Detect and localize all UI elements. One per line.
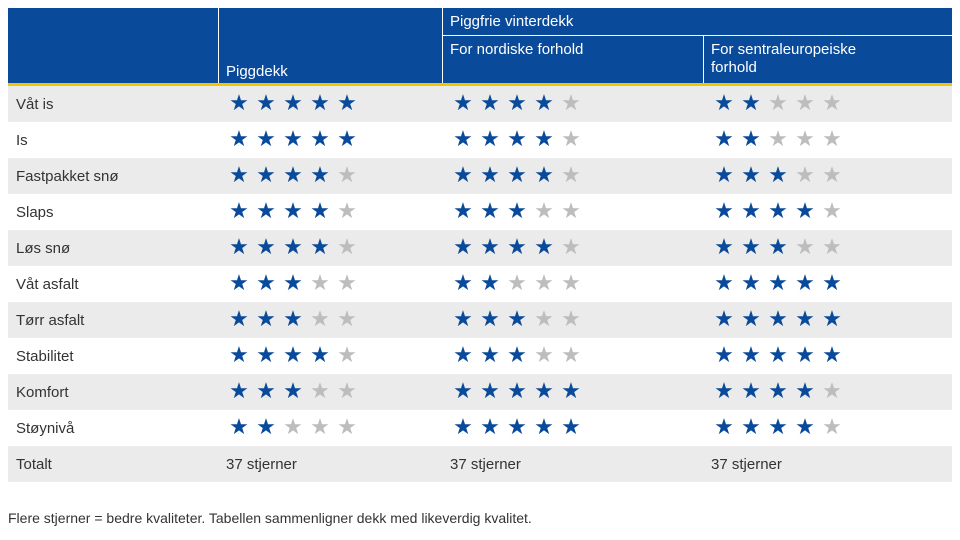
- star-filled-icon: ★: [822, 343, 842, 368]
- star-filled-icon: ★: [507, 199, 527, 224]
- star-filled-icon: ★: [480, 235, 500, 260]
- star-filled-icon: ★: [453, 415, 473, 440]
- star-filled-icon: ★: [453, 379, 473, 404]
- star-filled-icon: ★: [714, 127, 734, 152]
- row-label: Våt asfalt: [16, 275, 79, 293]
- star-filled-icon: ★: [714, 415, 734, 440]
- star-empty-icon: ★: [337, 379, 357, 404]
- rating-central-european: [711, 194, 845, 230]
- star-filled-icon: ★: [229, 235, 249, 260]
- table-row: [8, 194, 952, 230]
- star-filled-icon: ★: [480, 199, 500, 224]
- rating-central-european: [711, 86, 845, 122]
- star-filled-icon: ★: [507, 343, 527, 368]
- rating-nordic: [450, 194, 584, 230]
- footnote: Flere stjerner = bedre kvaliteter. Tabellen sammenligner dekk med likeverdig kvalitet.: [8, 510, 532, 526]
- star-filled-icon: ★: [741, 199, 761, 224]
- star-filled-icon: ★: [480, 91, 500, 116]
- star-filled-icon: ★: [480, 127, 500, 152]
- star-filled-icon: ★: [310, 127, 330, 152]
- star-empty-icon: ★: [822, 379, 842, 404]
- table-row: [8, 158, 952, 194]
- star-filled-icon: ★: [768, 415, 788, 440]
- star-empty-icon: ★: [822, 415, 842, 440]
- star-filled-icon: ★: [534, 235, 554, 260]
- star-empty-icon: ★: [822, 91, 842, 116]
- star-rating: [711, 417, 845, 439]
- star-filled-icon: ★: [283, 235, 303, 260]
- star-filled-icon: ★: [256, 91, 276, 116]
- star-empty-icon: ★: [795, 91, 815, 116]
- star-empty-icon: ★: [337, 163, 357, 188]
- star-filled-icon: ★: [283, 91, 303, 116]
- rating-piggdekk: [226, 122, 360, 158]
- star-empty-icon: ★: [337, 343, 357, 368]
- star-empty-icon: ★: [822, 199, 842, 224]
- row-label: Stabilitet: [16, 347, 74, 365]
- rating-nordic: [450, 374, 584, 410]
- star-filled-icon: ★: [795, 343, 815, 368]
- star-filled-icon: ★: [768, 199, 788, 224]
- star-filled-icon: ★: [453, 307, 473, 332]
- star-filled-icon: ★: [534, 163, 554, 188]
- star-empty-icon: ★: [337, 271, 357, 296]
- table-row: [8, 86, 952, 122]
- star-filled-icon: ★: [768, 235, 788, 260]
- rating-nordic: [450, 302, 584, 338]
- total-piggdekk: 37 stjerner: [226, 455, 297, 473]
- star-filled-icon: ★: [741, 91, 761, 116]
- column-header-line: forhold: [711, 59, 757, 76]
- star-rating: [226, 237, 360, 259]
- star-filled-icon: ★: [741, 307, 761, 332]
- rating-central-european: [711, 410, 845, 446]
- star-filled-icon: ★: [310, 163, 330, 188]
- star-filled-icon: ★: [795, 379, 815, 404]
- star-filled-icon: ★: [795, 307, 815, 332]
- row-label: Tørr asfalt: [16, 311, 85, 329]
- star-rating: [226, 345, 360, 367]
- rating-piggdekk: [226, 230, 360, 266]
- star-filled-icon: ★: [256, 163, 276, 188]
- star-filled-icon: ★: [229, 307, 249, 332]
- star-filled-icon: ★: [256, 379, 276, 404]
- table-row: [8, 338, 952, 374]
- header-divider: [442, 8, 443, 83]
- total-row: [8, 446, 952, 482]
- star-empty-icon: ★: [534, 343, 554, 368]
- star-empty-icon: ★: [534, 271, 554, 296]
- comparison-table: [8, 8, 952, 482]
- star-rating: [450, 309, 584, 331]
- star-filled-icon: ★: [310, 199, 330, 224]
- star-rating: [711, 129, 845, 151]
- star-filled-icon: ★: [480, 163, 500, 188]
- rating-nordic: [450, 338, 584, 374]
- star-filled-icon: ★: [714, 199, 734, 224]
- star-rating: [450, 129, 584, 151]
- column-header-line: For sentraleuropeiske: [711, 41, 857, 58]
- star-filled-icon: ★: [283, 307, 303, 332]
- star-filled-icon: ★: [768, 163, 788, 188]
- row-label: Slaps: [16, 203, 54, 221]
- rating-piggdekk: [226, 374, 360, 410]
- star-filled-icon: ★: [714, 307, 734, 332]
- table-row: [8, 374, 952, 410]
- star-filled-icon: ★: [229, 379, 249, 404]
- rating-piggdekk: [226, 86, 360, 122]
- star-rating: [450, 417, 584, 439]
- star-filled-icon: ★: [507, 235, 527, 260]
- rating-central-european: [711, 338, 845, 374]
- table-row: [8, 302, 952, 338]
- star-filled-icon: ★: [741, 127, 761, 152]
- star-filled-icon: ★: [795, 415, 815, 440]
- star-filled-icon: ★: [741, 343, 761, 368]
- star-filled-icon: ★: [480, 343, 500, 368]
- star-filled-icon: ★: [714, 235, 734, 260]
- table-row: [8, 230, 952, 266]
- star-filled-icon: ★: [229, 343, 249, 368]
- star-filled-icon: ★: [337, 91, 357, 116]
- rating-central-european: [711, 122, 845, 158]
- star-filled-icon: ★: [741, 379, 761, 404]
- rating-piggdekk: [226, 158, 360, 194]
- row-label: Fastpakket snø: [16, 167, 119, 185]
- table-row: [8, 122, 952, 158]
- rating-nordic: [450, 122, 584, 158]
- rating-central-european: [711, 158, 845, 194]
- star-rating: [450, 237, 584, 259]
- star-filled-icon: ★: [534, 127, 554, 152]
- star-filled-icon: ★: [507, 127, 527, 152]
- star-filled-icon: ★: [283, 127, 303, 152]
- star-rating: [711, 237, 845, 259]
- star-filled-icon: ★: [229, 91, 249, 116]
- star-filled-icon: ★: [283, 199, 303, 224]
- star-filled-icon: ★: [453, 235, 473, 260]
- row-label: Våt is: [16, 95, 54, 113]
- star-filled-icon: ★: [768, 343, 788, 368]
- rating-piggdekk: [226, 194, 360, 230]
- table-header: [8, 8, 952, 86]
- star-filled-icon: ★: [310, 91, 330, 116]
- star-rating: [450, 165, 584, 187]
- star-rating: [226, 129, 360, 151]
- star-filled-icon: ★: [507, 163, 527, 188]
- star-empty-icon: ★: [795, 235, 815, 260]
- header-divider: [218, 8, 219, 83]
- star-filled-icon: ★: [256, 415, 276, 440]
- star-filled-icon: ★: [337, 127, 357, 152]
- star-filled-icon: ★: [256, 199, 276, 224]
- star-empty-icon: ★: [561, 199, 581, 224]
- star-empty-icon: ★: [337, 415, 357, 440]
- star-filled-icon: ★: [480, 379, 500, 404]
- star-filled-icon: ★: [283, 379, 303, 404]
- rating-nordic: [450, 410, 584, 446]
- header-subdivider: [442, 35, 952, 36]
- rating-central-european: [711, 266, 845, 302]
- star-filled-icon: ★: [714, 91, 734, 116]
- star-rating: [226, 201, 360, 223]
- star-filled-icon: ★: [507, 307, 527, 332]
- rating-nordic: [450, 230, 584, 266]
- star-filled-icon: ★: [741, 271, 761, 296]
- star-rating: [711, 273, 845, 295]
- star-empty-icon: ★: [822, 163, 842, 188]
- star-empty-icon: ★: [310, 379, 330, 404]
- star-rating: [450, 273, 584, 295]
- star-empty-icon: ★: [337, 199, 357, 224]
- star-empty-icon: ★: [795, 163, 815, 188]
- star-empty-icon: ★: [534, 199, 554, 224]
- star-filled-icon: ★: [507, 415, 527, 440]
- star-filled-icon: ★: [256, 235, 276, 260]
- star-empty-icon: ★: [561, 271, 581, 296]
- star-filled-icon: ★: [453, 91, 473, 116]
- star-filled-icon: ★: [310, 235, 330, 260]
- star-empty-icon: ★: [561, 343, 581, 368]
- star-rating: [450, 93, 584, 115]
- rating-piggdekk: [226, 302, 360, 338]
- star-rating: [226, 273, 360, 295]
- star-filled-icon: ★: [453, 127, 473, 152]
- table-row: [8, 410, 952, 446]
- star-rating: [226, 417, 360, 439]
- rating-central-european: [711, 230, 845, 266]
- star-filled-icon: ★: [822, 271, 842, 296]
- star-filled-icon: ★: [256, 271, 276, 296]
- star-filled-icon: ★: [229, 163, 249, 188]
- rating-nordic: [450, 86, 584, 122]
- star-filled-icon: ★: [229, 415, 249, 440]
- row-label: Komfort: [16, 383, 69, 401]
- star-filled-icon: ★: [480, 307, 500, 332]
- star-filled-icon: ★: [714, 379, 734, 404]
- star-rating: [226, 309, 360, 331]
- star-filled-icon: ★: [283, 163, 303, 188]
- star-filled-icon: ★: [507, 379, 527, 404]
- star-rating: [711, 93, 845, 115]
- star-rating: [711, 201, 845, 223]
- star-rating: [226, 93, 360, 115]
- star-filled-icon: ★: [768, 271, 788, 296]
- star-filled-icon: ★: [768, 379, 788, 404]
- star-filled-icon: ★: [561, 379, 581, 404]
- star-filled-icon: ★: [768, 307, 788, 332]
- star-filled-icon: ★: [480, 271, 500, 296]
- star-rating: [711, 381, 845, 403]
- star-empty-icon: ★: [310, 307, 330, 332]
- star-filled-icon: ★: [507, 91, 527, 116]
- star-filled-icon: ★: [480, 415, 500, 440]
- star-filled-icon: ★: [453, 271, 473, 296]
- row-label: Støynivå: [16, 419, 75, 437]
- star-rating: [711, 345, 845, 367]
- star-filled-icon: ★: [714, 343, 734, 368]
- rating-piggdekk: [226, 410, 360, 446]
- header-divider: [703, 36, 704, 83]
- star-empty-icon: ★: [561, 127, 581, 152]
- star-empty-icon: ★: [561, 307, 581, 332]
- star-filled-icon: ★: [534, 379, 554, 404]
- star-empty-icon: ★: [561, 235, 581, 260]
- star-filled-icon: ★: [229, 199, 249, 224]
- star-filled-icon: ★: [714, 163, 734, 188]
- star-filled-icon: ★: [310, 343, 330, 368]
- star-filled-icon: ★: [795, 199, 815, 224]
- total-nordic: 37 stjerner: [450, 455, 521, 473]
- star-filled-icon: ★: [283, 343, 303, 368]
- column-header-nordic: For nordiske forhold: [450, 41, 584, 58]
- table-row: [8, 266, 952, 302]
- column-header-central-european: [711, 41, 856, 77]
- star-filled-icon: ★: [714, 271, 734, 296]
- group-header-piggfrie: Piggfrie vinterdekk: [450, 13, 574, 30]
- row-label: Is: [16, 131, 28, 149]
- star-rating: [711, 165, 845, 187]
- star-filled-icon: ★: [561, 415, 581, 440]
- rating-central-european: [711, 302, 845, 338]
- star-filled-icon: ★: [229, 271, 249, 296]
- star-rating: [226, 165, 360, 187]
- star-empty-icon: ★: [795, 127, 815, 152]
- star-filled-icon: ★: [453, 163, 473, 188]
- rating-piggdekk: [226, 338, 360, 374]
- star-empty-icon: ★: [337, 235, 357, 260]
- star-empty-icon: ★: [768, 91, 788, 116]
- star-empty-icon: ★: [561, 91, 581, 116]
- star-rating: [711, 309, 845, 331]
- star-rating: [450, 345, 584, 367]
- star-filled-icon: ★: [256, 343, 276, 368]
- rating-central-european: [711, 374, 845, 410]
- table-body: [8, 86, 952, 446]
- star-filled-icon: ★: [534, 415, 554, 440]
- row-label: Løs snø: [16, 239, 71, 257]
- star-rating: [226, 381, 360, 403]
- star-filled-icon: ★: [229, 127, 249, 152]
- star-empty-icon: ★: [822, 235, 842, 260]
- star-empty-icon: ★: [768, 127, 788, 152]
- star-filled-icon: ★: [795, 271, 815, 296]
- star-empty-icon: ★: [561, 163, 581, 188]
- rating-piggdekk: [226, 266, 360, 302]
- star-filled-icon: ★: [741, 235, 761, 260]
- star-empty-icon: ★: [507, 271, 527, 296]
- star-filled-icon: ★: [741, 163, 761, 188]
- total-central-european: 37 stjerner: [711, 455, 782, 473]
- star-empty-icon: ★: [283, 415, 303, 440]
- star-empty-icon: ★: [310, 271, 330, 296]
- star-empty-icon: ★: [534, 307, 554, 332]
- star-empty-icon: ★: [822, 127, 842, 152]
- star-empty-icon: ★: [310, 415, 330, 440]
- total-label: Totalt: [16, 455, 52, 473]
- star-filled-icon: ★: [256, 307, 276, 332]
- star-filled-icon: ★: [534, 91, 554, 116]
- star-filled-icon: ★: [283, 271, 303, 296]
- star-rating: [450, 201, 584, 223]
- rating-nordic: [450, 266, 584, 302]
- rating-nordic: [450, 158, 584, 194]
- column-header-piggdekk: Piggdekk: [226, 63, 288, 80]
- star-rating: [450, 381, 584, 403]
- star-filled-icon: ★: [741, 415, 761, 440]
- star-filled-icon: ★: [453, 343, 473, 368]
- star-filled-icon: ★: [453, 199, 473, 224]
- star-filled-icon: ★: [822, 307, 842, 332]
- star-empty-icon: ★: [337, 307, 357, 332]
- star-filled-icon: ★: [256, 127, 276, 152]
